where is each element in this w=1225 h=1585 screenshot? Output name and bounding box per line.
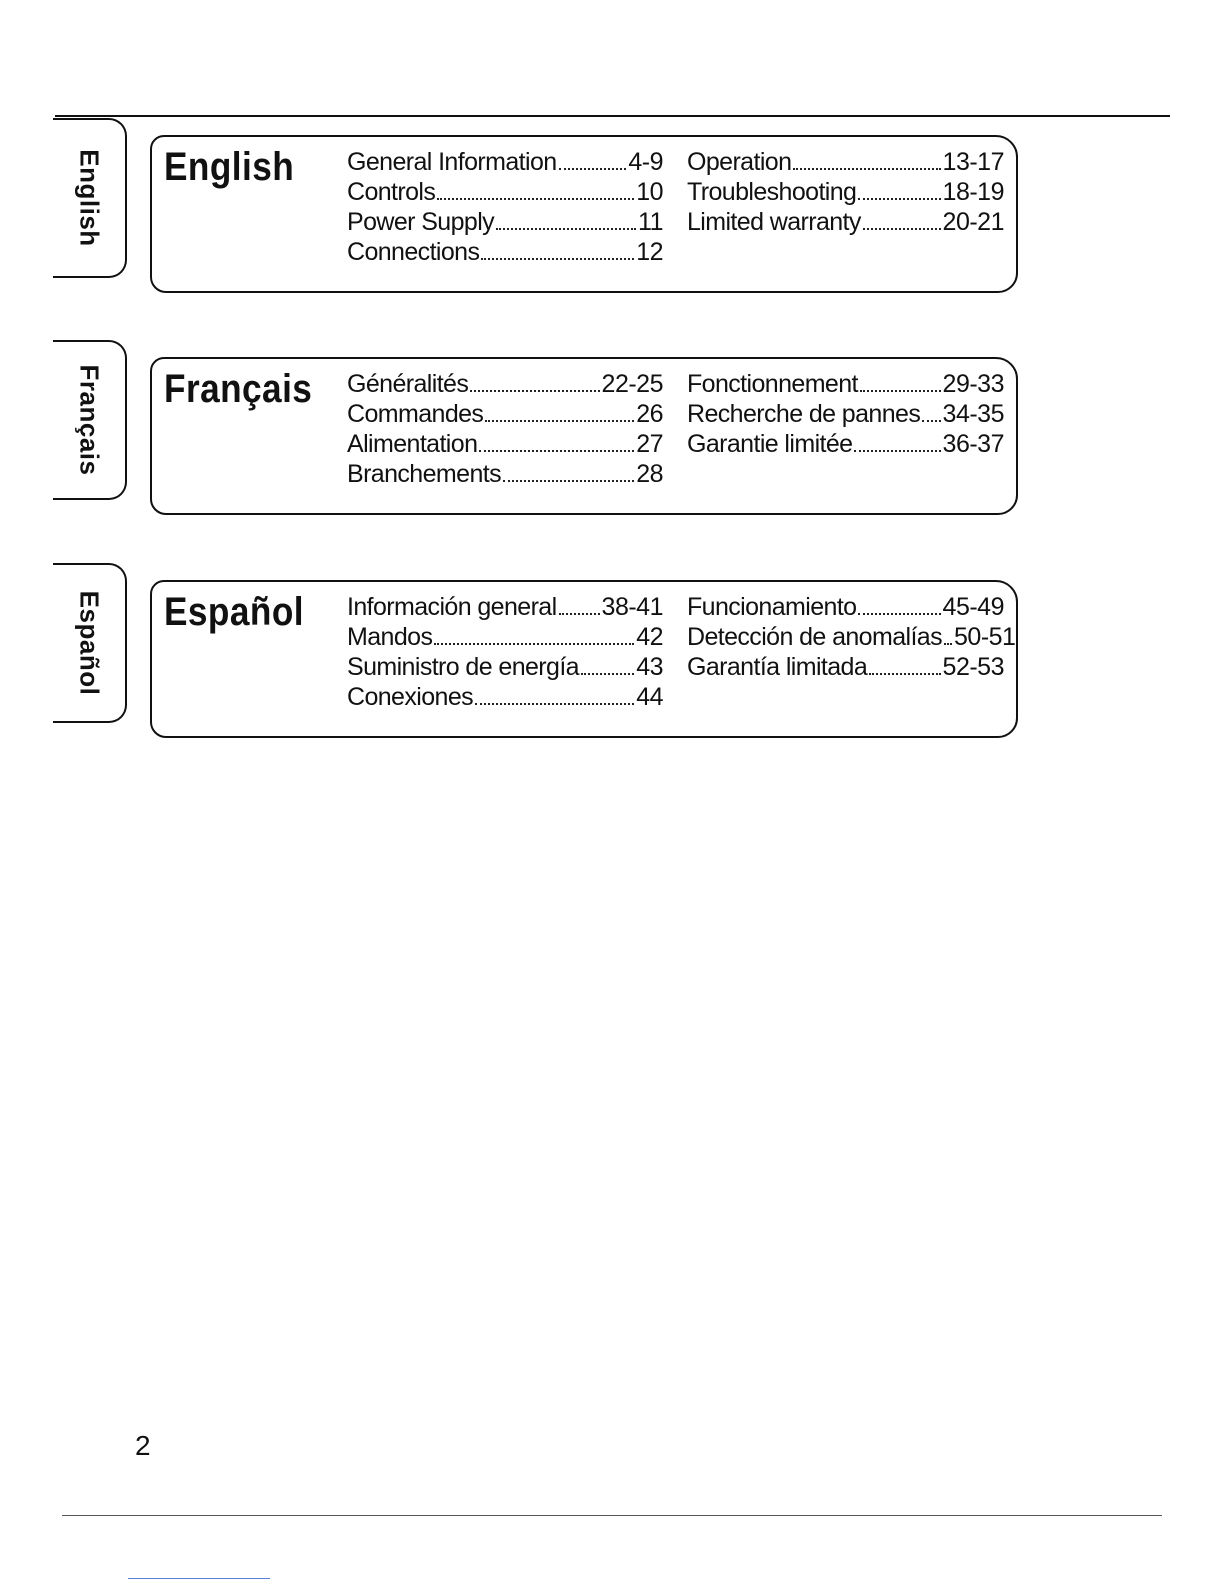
toc-entry-label: Power Supply (347, 208, 495, 236)
toc-box-english (150, 135, 1018, 293)
toc-entry[interactable] (347, 429, 663, 459)
toc-entry[interactable] (347, 237, 663, 267)
tab-label: English (74, 149, 105, 247)
leader-dots (485, 420, 634, 422)
toc-entry[interactable] (687, 622, 1016, 652)
toc-entry-pages: 43 (636, 653, 663, 681)
leader-dots (944, 643, 952, 645)
toc-entry[interactable] (687, 652, 1004, 682)
toc-column-right (687, 147, 1004, 237)
language-tab-espanol[interactable] (53, 563, 127, 723)
leader-dots (434, 643, 634, 645)
toc-entry-pages: 22-25 (601, 370, 663, 398)
toc-entry-label: Controls (347, 178, 436, 206)
leader-dots (559, 613, 600, 615)
leader-dots (793, 168, 940, 170)
toc-entry[interactable] (687, 592, 1004, 622)
toc-entry[interactable] (347, 207, 663, 237)
toc-entry-pages: 28 (636, 460, 663, 488)
toc-entry-pages: 27 (636, 430, 663, 458)
toc-entry-pages: 12 (636, 238, 663, 266)
toc-entry-pages: 50-51 (954, 623, 1016, 651)
toc-entry-label: Operation (687, 148, 792, 176)
toc-entry-pages: 38-41 (601, 593, 663, 621)
language-tab-francais[interactable] (53, 340, 127, 500)
toc-entry-label: General Information (347, 148, 557, 176)
toc-column-right (687, 369, 1004, 459)
toc-entry-pages: 18-19 (942, 178, 1004, 206)
section-title: Español (164, 590, 305, 634)
toc-entry-pages: 45-49 (942, 593, 1004, 621)
leader-dots (922, 420, 940, 422)
toc-column-left (347, 147, 663, 267)
toc-entry[interactable] (687, 207, 1004, 237)
toc-entry-label: Funcionamiento (687, 593, 857, 621)
toc-entry-pages: 26 (636, 400, 663, 428)
top-rule (55, 115, 1170, 117)
section-title: English (164, 145, 295, 189)
toc-entry-label: Commandes (347, 400, 484, 428)
toc-entry[interactable] (347, 369, 663, 399)
toc-entry[interactable] (687, 177, 1004, 207)
toc-entry[interactable] (347, 682, 663, 712)
leader-dots (858, 198, 940, 200)
toc-entry-label: Detección de anomalías (687, 623, 943, 651)
toc-entry[interactable] (347, 652, 663, 682)
toc-entry-pages: 4-9 (628, 148, 663, 176)
toc-entry-label: Suministro de energía (347, 653, 579, 681)
leader-dots (481, 258, 634, 260)
tab-label: Español (74, 590, 105, 696)
toc-entry-label: Garantie limitée (687, 430, 853, 458)
toc-entry-label: Alimentation (347, 430, 478, 458)
page-number: 2 (135, 1430, 151, 1461)
leader-dots (858, 613, 940, 615)
leader-dots (854, 450, 940, 452)
toc-entry-pages: 52-53 (942, 653, 1004, 681)
toc-box-francais (150, 357, 1018, 515)
toc-entry[interactable] (347, 147, 663, 177)
toc-entry-pages: 10 (636, 178, 663, 206)
toc-entry-label: Troubleshooting (687, 178, 857, 206)
toc-entry-label: Branchements (347, 460, 501, 488)
toc-entry-pages: 44 (636, 683, 663, 711)
language-tab-english[interactable] (53, 118, 127, 278)
toc-entry-label: Garantía limitada (687, 653, 868, 681)
toc-entry-label: Mandos (347, 623, 433, 651)
toc-entry-label: Fonctionnement (687, 370, 858, 398)
leader-dots (437, 198, 634, 200)
toc-entry-pages: 42 (636, 623, 663, 651)
leader-dots (581, 673, 634, 675)
leader-dots (479, 450, 634, 452)
section-title: Français (164, 367, 313, 411)
toc-column-left (347, 369, 663, 489)
leader-dots (496, 228, 636, 230)
leader-dots (470, 390, 599, 392)
bottom-rule (62, 1515, 1162, 1516)
toc-entry-label: Conexiones (347, 683, 474, 711)
toc-entry-label: Información general (347, 593, 557, 621)
toc-entry[interactable] (347, 592, 663, 622)
toc-entry-label: Généralités (347, 370, 469, 398)
toc-entry-label: Connections (347, 238, 480, 266)
toc-entry-pages: 34-35 (942, 400, 1004, 428)
toc-entry-label: Limited warranty (687, 208, 861, 236)
toc-entry[interactable] (347, 622, 663, 652)
toc-entry-pages: 13-17 (942, 148, 1004, 176)
leader-dots (475, 703, 634, 705)
leader-dots (869, 673, 940, 675)
toc-entry[interactable] (347, 459, 663, 489)
toc-entry[interactable] (687, 369, 1004, 399)
toc-box-espanol (150, 580, 1018, 738)
toc-entry-pages: 29-33 (942, 370, 1004, 398)
leader-dots (559, 168, 627, 170)
toc-entry-pages: 36-37 (942, 430, 1004, 458)
toc-entry-pages: 20-21 (942, 208, 1004, 236)
toc-entry[interactable] (347, 177, 663, 207)
toc-entry[interactable] (687, 147, 1004, 177)
toc-entry[interactable] (687, 429, 1004, 459)
scan-edge-line (128, 1578, 270, 1579)
leader-dots (503, 480, 634, 482)
toc-entry[interactable] (687, 399, 1004, 429)
toc-entry-pages: 11 (638, 208, 663, 236)
toc-entry[interactable] (347, 399, 663, 429)
leader-dots (863, 228, 941, 230)
leader-dots (860, 390, 941, 392)
toc-column-right (687, 592, 1016, 682)
toc-entry-label: Recherche de pannes (687, 400, 921, 428)
toc-column-left (347, 592, 663, 712)
tab-label: Français (74, 364, 105, 476)
